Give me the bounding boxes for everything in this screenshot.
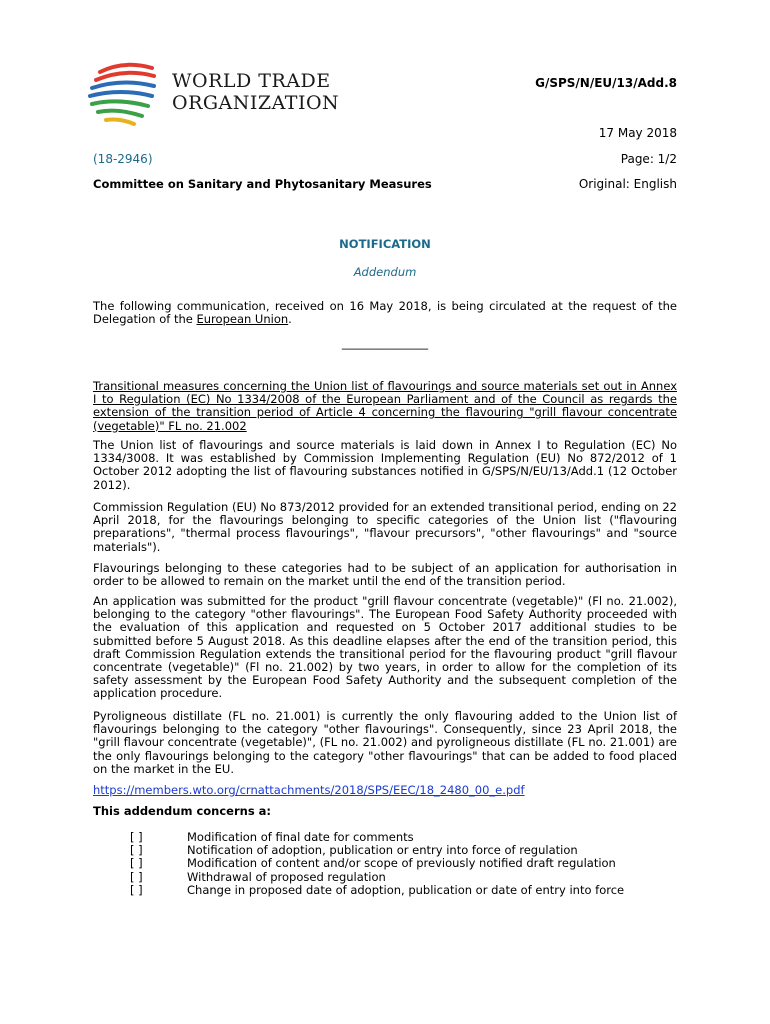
- notification-title: NOTIFICATION: [339, 237, 431, 251]
- checkbox[interactable]: [ ]: [130, 856, 143, 871]
- body-paragraph-2: Commission Regulation (EU) No 873/2012 provided for an extended transitional period, ending on 22 April 2018, for the flavourings belonging to specific categories of the Union list ("flavouring preparations", "thermal process flavourings", "flavour precursors", "other flavourings" and "source materials").: [93, 500, 677, 554]
- wto-emblem-icon: [84, 52, 164, 132]
- checklist-label: Notification of adoption, publication or entry into force of regulation: [187, 843, 578, 858]
- checklist-label: Modification of content and/or scope of previously notified draft regulation: [187, 856, 616, 871]
- checkbox[interactable]: [ ]: [130, 843, 143, 858]
- intro-paragraph: [93, 300, 677, 326]
- intro-text: The following communication, received on 16 May 2018, is being circulated at the request of the Delegation of the: [93, 299, 677, 327]
- checklist-item: [93, 857, 693, 870]
- concerns-heading: This addendum concerns a:: [93, 804, 272, 818]
- committee-name: Committee on Sanitary and Phytosanitary Measures: [93, 177, 432, 191]
- attachment-link[interactable]: https://members.wto.org/crnattachments/2018/SPS/EEC/18_2480_00_e.pdf: [93, 783, 525, 797]
- page-indicator: Page: 1/2: [620, 152, 677, 166]
- separator-line: _______________: [341, 336, 429, 350]
- concerns-checklist: [93, 831, 693, 897]
- subject-heading: Transitional measures concerning the Union list of flavourings and source materials set out in Annex I to Regulation (EC) No 1334/2008 of the European Parliament and of the Council as regards the extension of the transition period of Article 4 concerning the flavouring "grill flavour concentrate (vegetable)" FL no. 21.002: [93, 379, 677, 433]
- european-union-link[interactable]: European Union: [196, 312, 289, 327]
- body-paragraph-3: Flavourings belonging to these categories had to be subject of an application for authorisation in order to be allowed to remain on the market until the end of the transition period.: [93, 561, 677, 589]
- body-paragraph-4: An application was submitted for the product "grill flavour concentrate (vegetable)" (Fl no. 21.002), belonging to the category "other flavourings". The European Food Safety Authority proceeded with the evaluation of this application and requested on 5 October 2017 additional studies to be submitted before 5 August 2018. As this deadline elapses after the end of the transition period, this draft Commission Regulation extends the transitional period for the flavouring product "grill flavour concentrate (vegetable)" (Fl no. 21.002) by two years, in order to allow for the completion of its safety assessment by the European Food Safety Authority and the subsequent completion of the application procedure.: [93, 594, 677, 701]
- body-paragraph-1: The Union list of flavourings and source materials is laid down in Annex I to Regulation (EC) No 1334/3008. It was established by Commission Implementing Regulation (EU) No 872/2012 of 1 October 2012 adopting the list of flavouring substances notified in G/SPS/N/EU/13/Add.1 (12 October 2012).: [93, 438, 677, 492]
- org-name-line2: ORGANIZATION: [172, 92, 340, 114]
- org-name-line1: WORLD TRADE: [172, 70, 331, 92]
- document-symbol: G/SPS/N/EU/13/Add.8: [535, 76, 677, 90]
- body-paragraph-5: Pyroligneous distillate (FL no. 21.001) is currently the only flavouring added to the Union list of flavourings belonging to the category "other flavourings". Consequently, since 23 April 2018, the "grill flavour concentrate (vegetable)", (FL no. 21.002) and pyroligneous distillate (FL no. 21.001) are the only flavourings belonging to the category "other flavourings" that can be added to food placed on the market in the EU.: [93, 709, 677, 776]
- checkbox[interactable]: [ ]: [130, 830, 143, 844]
- checkbox[interactable]: [ ]: [130, 869, 143, 884]
- reference-number: (18-2946): [93, 152, 153, 166]
- checklist-label: Withdrawal of proposed regulation: [187, 869, 386, 884]
- addendum-subtitle: Addendum: [353, 265, 417, 279]
- checklist-item: [93, 871, 693, 884]
- checklist-label: Change in proposed date of adoption, publication or date of entry into force: [187, 882, 625, 897]
- document-date: 17 May 2018: [598, 126, 677, 140]
- wto-logo: [84, 52, 340, 132]
- original-language: Original: English: [578, 177, 677, 191]
- intro-text-end: .: [288, 312, 292, 327]
- checklist-item: [93, 884, 693, 897]
- checklist-label: Modification of final date for comments: [187, 830, 414, 844]
- checkbox[interactable]: [ ]: [130, 882, 143, 897]
